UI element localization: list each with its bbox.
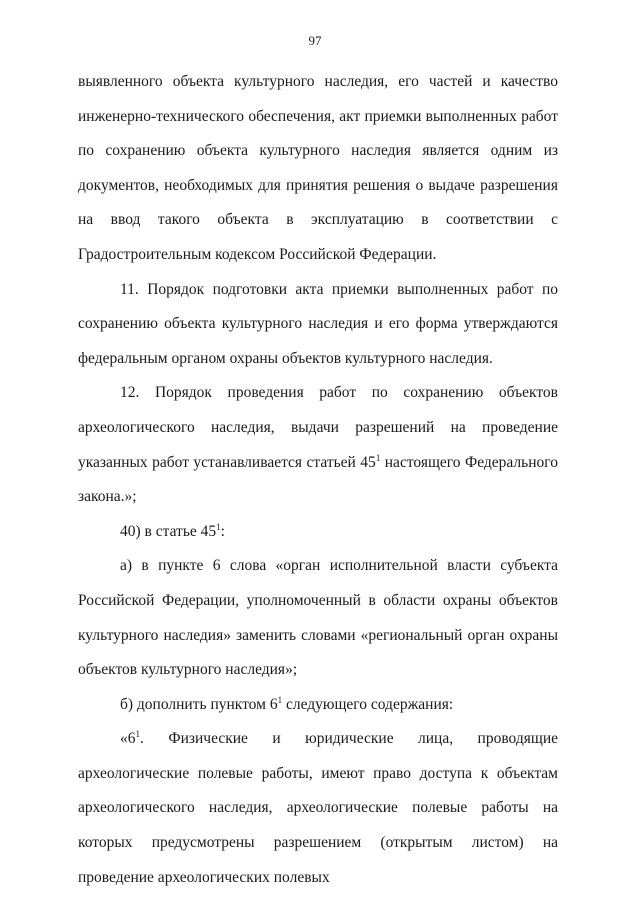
paragraph-text: : <box>220 522 225 540</box>
superscript: 1 <box>277 694 283 705</box>
superscript: 1 <box>135 729 140 740</box>
page-number: 97 <box>308 33 322 48</box>
superscript: 1 <box>375 452 381 463</box>
paragraph-text: 12. Порядок проведения работ по сохранению объектов археологического наследия, выдачи разрешений на проведение указанных работ устанавливается статьей 45 <box>78 384 558 471</box>
paragraph-text: «6 <box>120 730 136 748</box>
paragraph-text: следующего содержания: <box>282 695 454 713</box>
paragraph-text: 40) в статье 45 <box>120 522 217 540</box>
paragraph-item-12 <box>78 376 558 514</box>
paragraph-item-40 <box>78 515 558 550</box>
paragraph-new-point <box>78 722 558 895</box>
paragraph-subitem-a: а) в пункте 6 слова «орган исполнительной власти субъекта Российской Федерации, уполномоченный в области охраны объектов культурного наследия» заменить словами «региональный орган охраны объектов культурного наследия»; <box>78 557 558 679</box>
paragraph-text: настоящего Федерального закона.»; <box>78 453 558 506</box>
paragraph-text: б) дополнить пунктом 6 <box>120 695 278 713</box>
paragraph-subitem-b <box>78 688 558 723</box>
paragraph-continuation: выявленного объекта культурного наследия, его частей и качество инженерно-технического обеспечения, акт приемки выполненных работ по сохранению объекта культурного наследия является одним из документов, необходимых для принятия решения о выдаче разрешения на ввод такого объекта в эксплуатацию в соответствии с Градостроительным кодексом Российской Федерации. <box>78 73 558 263</box>
paragraph-item-11: 11. Порядок подготовки акта приемки выполненных работ по сохранению объекта культурного наследия и его форма утверждаются федеральным органом охраны объектов культурного наследия. <box>78 280 558 367</box>
superscript: 1 <box>216 521 221 532</box>
paragraph-text: . Физические и юридические лица, проводящие археологические полевые работы, имеют право доступа к объектам археологического наследия, археологические полевые работы на которых предусмотрены разрешением (открытым листом) на проведение археологических полевых <box>78 730 558 886</box>
